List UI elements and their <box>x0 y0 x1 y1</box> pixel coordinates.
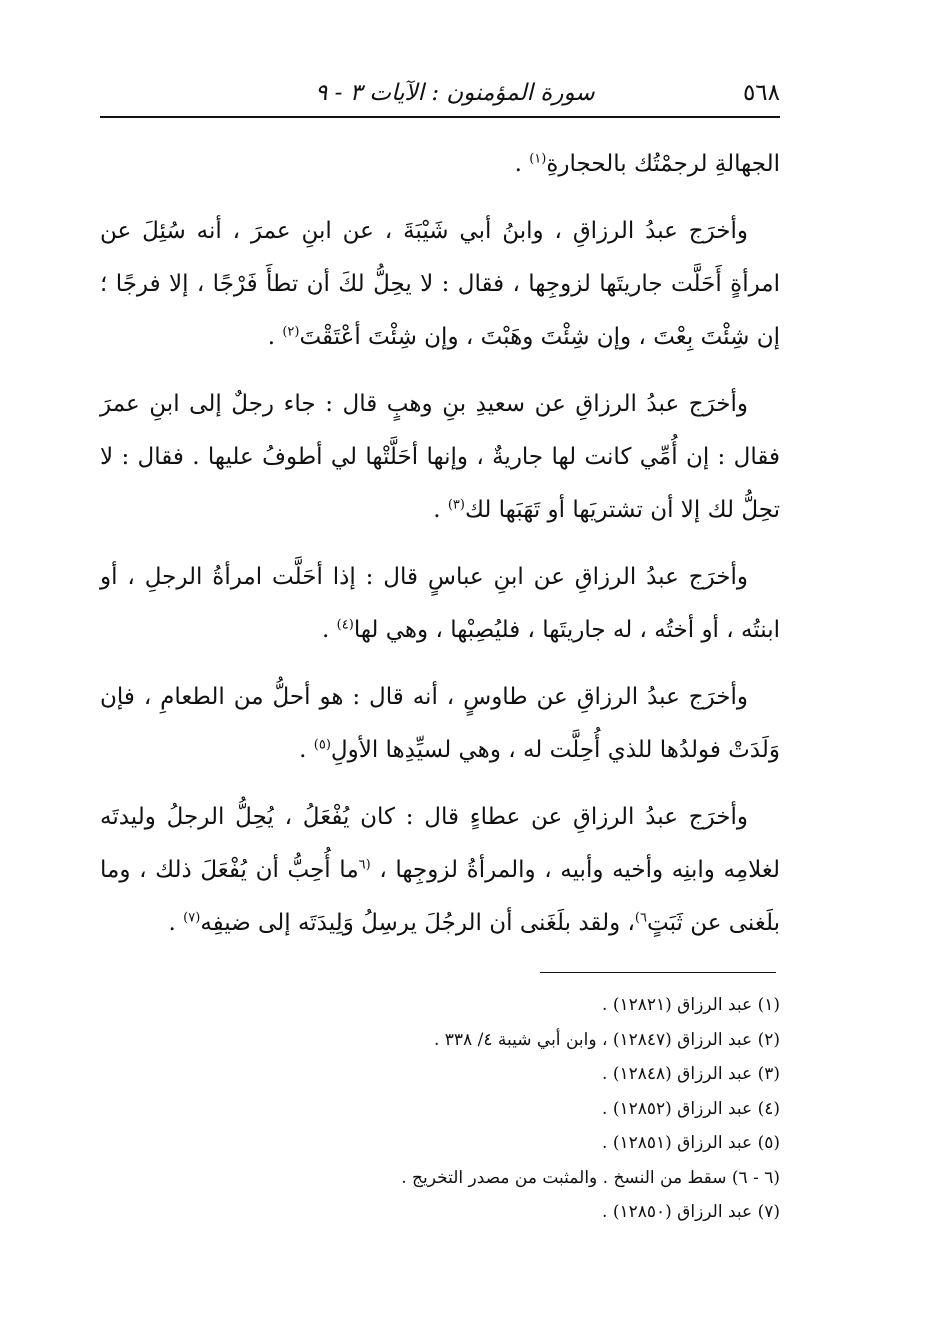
paragraph-end: . <box>322 617 337 643</box>
paragraph <box>100 205 780 364</box>
paragraph-text: وأخرَج عبدُ الرزاقِ عن طاوسٍ ، أنه قال : هو أحلُّ من الطعامِ ، فإن وَلَدَتْ فولدُها للذي أُحِلَّت له ، وهي لسيِّدِها الأولِ <box>100 684 780 763</box>
footnote: (٧) عبد الرزاق (١٢٨٥٠) . <box>602 1202 780 1222</box>
footnote: (٥) عبد الرزاق (١٢٨٥١) . <box>602 1133 780 1153</box>
footnote: (٢) عبد الرزاق (١٢٨٤٧) ، وابن أبي شيبة ٤/ ٣٣٨ . <box>433 1029 780 1050</box>
header-rule <box>100 116 780 118</box>
footnote-ref: (٧) <box>183 910 201 926</box>
paragraph-text: الجهالةِ لرجمْتُك بالحجارةِ <box>546 151 780 177</box>
paragraph <box>100 378 780 537</box>
footnote-ref: ٦) <box>634 910 647 926</box>
paragraph-end: . <box>267 324 283 350</box>
paragraph-continuation <box>100 138 780 191</box>
footnote: (٦ - ٦) سقط من النسخ . والمثبت من مصدر التخريج . <box>401 1167 780 1188</box>
paragraph-text: وأخرَج عبدُ الرزاقِ عن سعيدِ بنِ وهبٍ قال : جاء رجلٌ إلى ابنِ عمرَ فقال : إن أُمِّي كانت لها جاريةٌ ، وإنها أحَلَّتْها لي أطوفُ عليها . فقال : لا تحِلُّ لك إلا أن تشتريَها أو تَهَبَها لك <box>100 391 780 523</box>
page-header <box>100 66 780 106</box>
paragraph-end: . <box>514 151 530 177</box>
paragraph <box>100 671 780 777</box>
page-number: ٥٦٨ <box>742 80 780 106</box>
paragraph-text: ، ولقد بلَغَنى أن الرجُلَ يرسِلُ وَلِيدَتَه إلى ضيفِه <box>200 910 635 936</box>
paragraph-end: . <box>299 737 314 763</box>
footnote-ref: (٤) <box>336 617 354 633</box>
paragraph-end: . <box>433 497 448 523</box>
footnote-rule <box>540 972 776 973</box>
footnotes <box>100 988 780 1230</box>
footnote-ref: (٢) <box>282 324 300 340</box>
footnote: (٤) عبد الرزاق (١٢٨٥٢) . <box>602 1098 780 1119</box>
footnote-ref: (١) <box>529 151 547 167</box>
paragraph-text: وأخرَج عبدُ الرزاقِ عن عطاءٍ قال : كان يُفْعَلُ ، يُحِلُّ الرجلُ وليدتَه لغلامِه وابنِه وأخيه وأبيه ، والمرأةُ لزوجِها ، <box>100 804 780 883</box>
footnote: (١) عبد الرزاق (١٢٨٢١) . <box>602 995 780 1015</box>
main-text <box>100 138 780 964</box>
paragraph <box>100 791 780 950</box>
paragraph-end: . <box>168 910 184 936</box>
surah-title: سورة المؤمنون : الآيات ٣ - ٩ <box>315 80 595 106</box>
footnote-ref: (٥) <box>313 737 331 753</box>
paragraph-text: وأخرَج عبدُ الرزاقِ عن ابنِ عباسٍ قال : إذا أحَلَّت امرأةُ الرجلِ ، أو ابنتُه ، أو أختُه ، له جاريتَها ، فليُصِبْها ، وهي لها <box>100 564 780 643</box>
footnote-ref: (٣) <box>447 497 465 513</box>
paragraph <box>100 551 780 657</box>
paragraph-text: وأخرَج عبدُ الرزاقِ ، وابنُ أبي شَيْبَةَ ، عن ابنِ عمرَ ، أنه سُئِلَ عن امرأةٍ أَحَلَّت جاريتَها لزوجِها ، فقال : لا يحِلُّ لكَ أن تطأَ فَرْجًا ، إلا فرجًا ؛ إن شِئْتَ بِعْتَ ، وإن شِئْتَ وهَبْتَ ، وإن شِئْتَ أعْتَقْتَ <box>100 218 780 350</box>
paragraph-text: ما أُحِبُّ أن يُفْعَلَ ذلك ، وما بلَغنى عن ثَبَتٍ <box>100 857 780 936</box>
footnote-ref: (٦ <box>358 857 371 873</box>
footnote: (٣) عبد الرزاق (١٢٨٤٨) . <box>602 1064 780 1084</box>
